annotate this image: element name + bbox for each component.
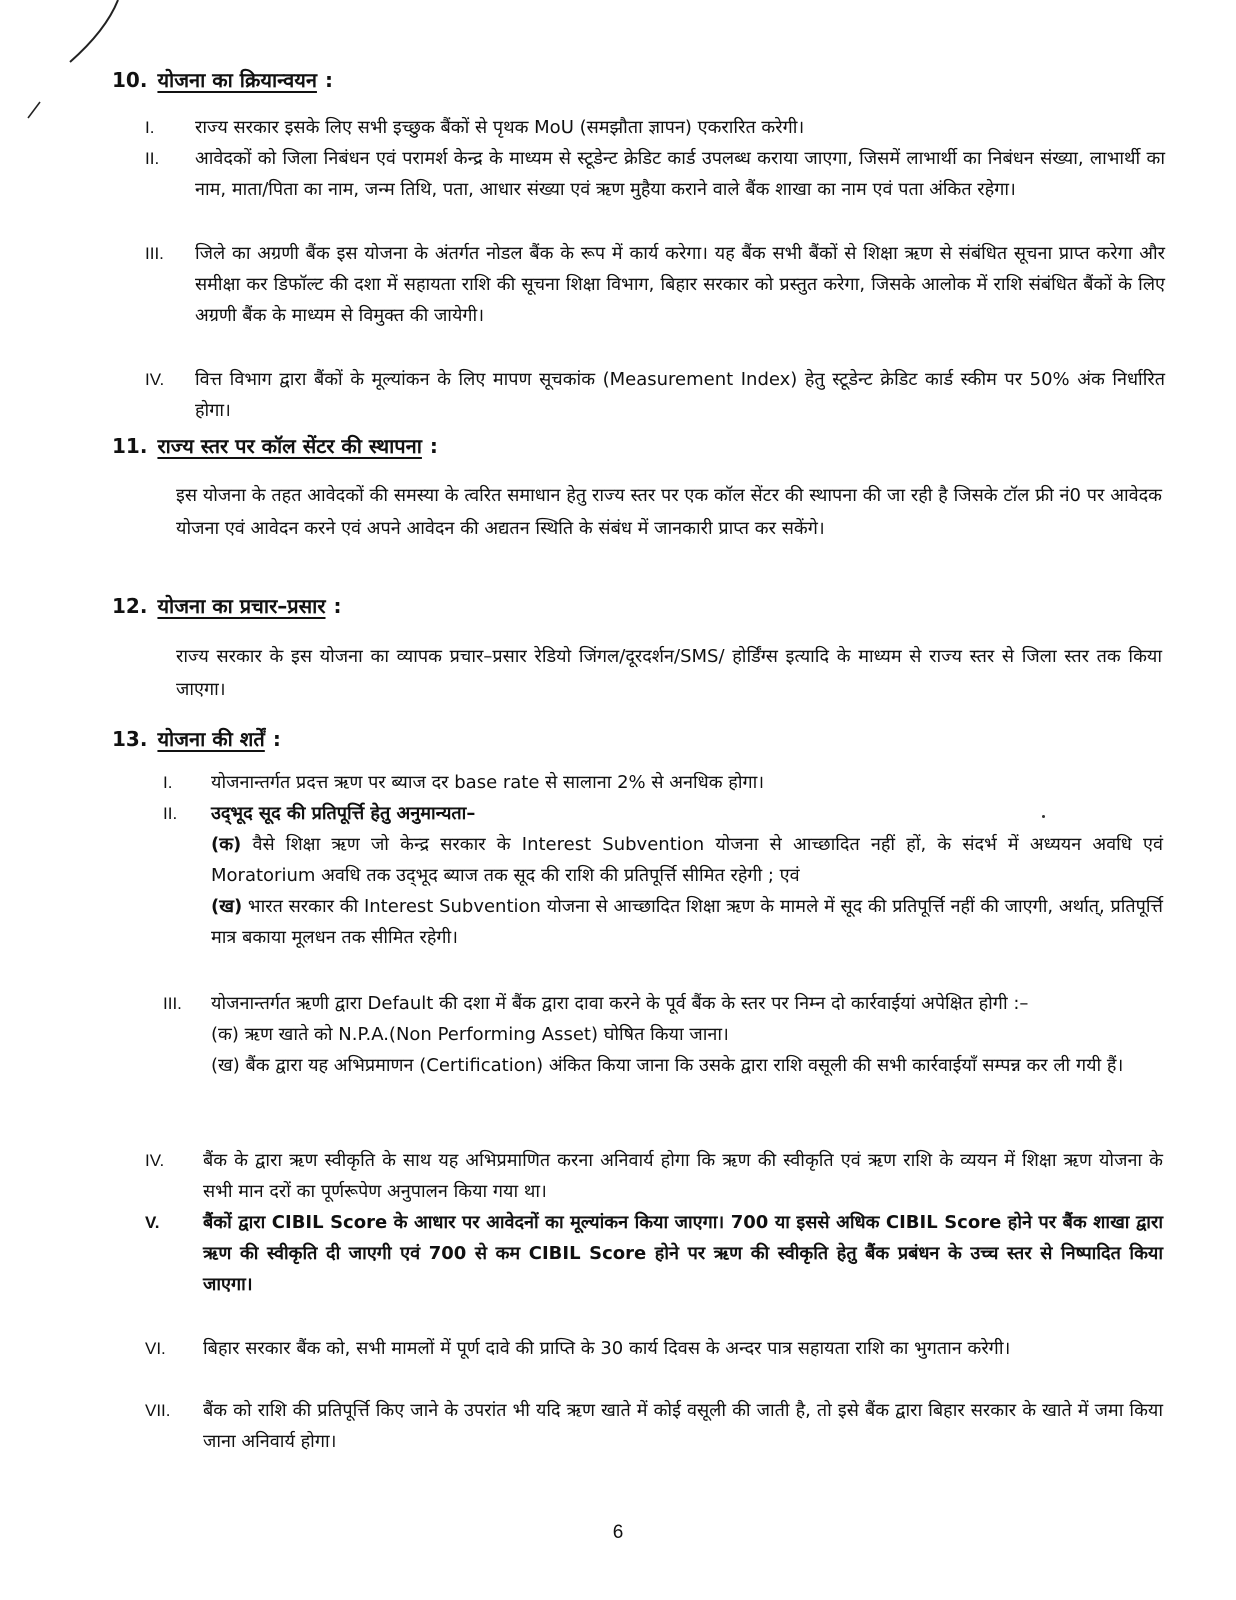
page-number: 6 <box>612 1522 624 1543</box>
s13-item-3-b: (ख) बैंक द्वारा यह अभिप्रमाणन (Certification) अंकित किया जाना कि उसके द्वारा राशि वसूली की सभी कार्रवाईयाँ सम्पन्न कर ली गयी हैं। <box>211 1055 1124 1076</box>
s10-item-2-text: आवेदकों को जिला निबंधन एवं परामर्श केन्द्र के माध्यम से स्टूडेन्ट क्रेडिट कार्ड उपलब्ध कराया जाएगा, जिसमें लाभार्थी का निबंधन संख्या, लाभार्थी का नाम, माता/पिता का नाम, जन्म तिथि, पता, आधार संख्या एवं ऋण मुहैया कराने वाले बैंक शाखा का नाम एवं पता अंकित रहेगा। <box>195 148 1165 200</box>
s13-item-3-body <box>211 988 1163 1081</box>
s10-item-4-label: IV. <box>145 370 165 389</box>
section-12-body: राज्य सरकार के इस योजना का व्यापक प्रचार–प्रसार रेडियो जिंगल/दूरदर्शन/SMS/ होर्डिंग्स इत्यादि के माध्यम से राज्य स्तर से जिला स्तर तक किया जाएगा। <box>176 646 1162 700</box>
s13-item-3-label: III. <box>163 994 182 1013</box>
s10-item-4 <box>145 364 1165 426</box>
section-12-heading <box>112 594 342 618</box>
section-13-heading <box>112 727 281 751</box>
s13-item-5-label: V. <box>145 1213 160 1232</box>
s13-item-2-b-marker: (ख) <box>211 896 243 917</box>
section-11-title: राज्य स्तर पर कॉल सेंटर की स्थापना <box>157 434 422 458</box>
s10-item-3-label: III. <box>145 244 164 263</box>
s13-item-6-text: बिहार सरकार बैंक को, सभी मामलों में पूर्ण दावे की प्राप्ति के 30 कार्य दिवस के अन्दर पात्र सहायता राशि का भुगतान करेगी। <box>203 1338 1011 1359</box>
section-10-number: 10. <box>112 68 148 92</box>
s10-item-2 <box>145 143 1165 236</box>
section-12-number: 12. <box>112 594 148 618</box>
s13-item-2-a-text: वैसे शिक्षा ऋण जो केन्द्र सरकार के Interest Subvention योजना से आच्छादित नहीं हों, के संदर्भ में अध्ययन अवधि एवं Moratorium अवधि तक उद्‌भूद ब्याज तक सूद की राशि की प्रतिपूर्त्ति सीमित रहेगी ; एवं <box>211 834 1163 886</box>
section-13-number: 13. <box>112 727 148 751</box>
s13-item-1 <box>163 767 1163 798</box>
section-11-body: इस योजना के तहत आवेदकों की समस्या के त्वरित समाधान हेतु राज्य स्तर पर एक कॉल सेंटर की स्थापना की जा रही है जिसके टॉल फ्री नं0 पर आवेदक योजना एवं आवेदन करने एवं अपने आवेदन की अद्यतन स्थिति के संबंध में जानकारी प्राप्त कर सकेंगे। <box>176 485 1162 539</box>
section-10-title: योजना का क्रियान्वयन <box>157 68 317 92</box>
s13-item-4 <box>145 1145 1163 1207</box>
section-13-title: योजना की शर्तें <box>157 727 265 751</box>
s13-item-6 <box>145 1333 1163 1395</box>
s13-item-2-a-marker: (क) <box>211 834 242 855</box>
s13-item-1-label: I. <box>163 773 173 792</box>
s13-item-5 <box>145 1207 1163 1331</box>
s13-item-1-text: योजनान्तर्गत प्रदत्त ऋण पर ब्याज दर base rate से सालाना 2% से अनधिक होगा। <box>211 772 765 793</box>
s13-item-2-b-text: भारत सरकार की Interest Subvention योजना से आच्छादित शिक्षा ऋण के मामले में सूद की प्रतिपूर्त्ति नहीं की जाएगी, अर्थात्, प्रतिपूर्त्ति मात्र बकाया मूलधन तक सीमित रहेगी। <box>211 896 1163 948</box>
section-12-title: योजना का प्रचार–प्रसार <box>157 594 326 618</box>
s13-item-7-label: VII. <box>145 1401 171 1420</box>
section-10-colon: : <box>324 68 333 92</box>
s13-item-4-label: IV. <box>145 1151 165 1170</box>
s13-item-4-text: बैंक के द्वारा ऋण स्वीकृति के साथ यह अभिप्रमाणित करना अनिवार्य होगा कि ऋण की स्वीकृति एवं ऋण राशि के व्ययन में शिक्षा ऋण योजना के सभी मान दरों का पूर्णरूपेण अनुपालन किया गया था। <box>203 1150 1163 1202</box>
s13-item-3-a: (क) ऋण खाते को N.P.A.(Non Performing Asset) घोषित किया जाना। <box>211 1024 729 1045</box>
section-12-colon: : <box>333 594 342 618</box>
s10-item-1-text: राज्य सरकार इसके लिए सभी इच्छुक बैंकों से पृथक MoU (समझौता ज्ञापन) एकरारित करेगी। <box>195 117 805 138</box>
s10-item-3 <box>145 238 1165 362</box>
s10-item-2-label: II. <box>145 149 160 168</box>
section-13-colon: : <box>272 727 281 751</box>
s13-item-2-label: II. <box>163 804 178 823</box>
s10-item-1-label: I. <box>145 118 155 137</box>
section-11-colon: : <box>429 434 438 458</box>
s13-item-2 <box>163 798 1163 988</box>
s13-item-7 <box>145 1395 1163 1457</box>
s13-item-3 <box>163 988 1163 1143</box>
s13-item-5-text: बैंकों द्वारा CIBIL Score के आधार पर आवेदनों का मूल्यांकन किया जाएगा। 700 या इससे अधिक CIBIL Score होने पर बैंक शाखा द्वारा ऋण की स्वीकृति दी जाएगी एवं 700 से कम CIBIL Score होने पर ऋण की स्वीकृति हेतु बैंक प्रबंधन के उच्च स्तर से निष्पादित किया जाएगा। <box>203 1212 1163 1295</box>
s13-item-2-b <box>211 891 1163 953</box>
s13-item-3-text: योजनान्तर्गत ऋणी द्वारा Default की दशा में बैंक द्वारा दावा करने के पूर्व बैंक के स्तर पर निम्न दो कार्रवाईयां अपेक्षित होगी :– <box>211 993 1029 1014</box>
section-11-heading <box>112 434 438 458</box>
s10-item-3-text: जिले का अग्रणी बैंक इस योजना के अंतर्गत नोडल बैंक के रूप में कार्य करेगा। यह बैंक सभी बैंकों से शिक्षा ऋण से संबंधित सूचना प्राप्त करेगा और समीक्षा कर डिफॉल्ट की दशा में सहायता राशि की सूचना शिक्षा विभाग, बिहार सरकार को प्रस्तुत करेगा, जिसके आलोक में राशि संबंधित बैंकों के लिए अग्रणी बैंक के माध्यम से विमुक्त की जायेगी। <box>195 243 1165 326</box>
s13-item-7-text: बैंक को राशि की प्रतिपूर्त्ति किए जाने के उपरांत भी यदि ऋण खाते में कोई वसूली की जाती है, तो इसे बैंक द्वारा बिहार सरकार के खाते में जमा किया जाना अनिवार्य होगा। <box>203 1400 1163 1452</box>
s10-item-1 <box>145 112 1165 143</box>
s10-item-4-text: वित्त विभाग द्वारा बैंकों के मूल्यांकन के लिए मापण सूचकांक (Measurement Index) हेतु स्टूडेन्ट क्रेडिट कार्ड स्कीम पर 50% अंक निर्धारित होगा। <box>195 369 1165 421</box>
section-11-number: 11. <box>112 434 148 458</box>
s13-item-2-body <box>211 798 1163 953</box>
s13-item-2-a <box>211 829 1163 891</box>
s13-item-6-label: VI. <box>145 1339 166 1358</box>
s13-item-2-heading: उद्‌भूद सूद की प्रतिपूर्त्ति हेतु अनुमान्यता– <box>211 803 476 824</box>
section-10-heading <box>112 68 333 92</box>
